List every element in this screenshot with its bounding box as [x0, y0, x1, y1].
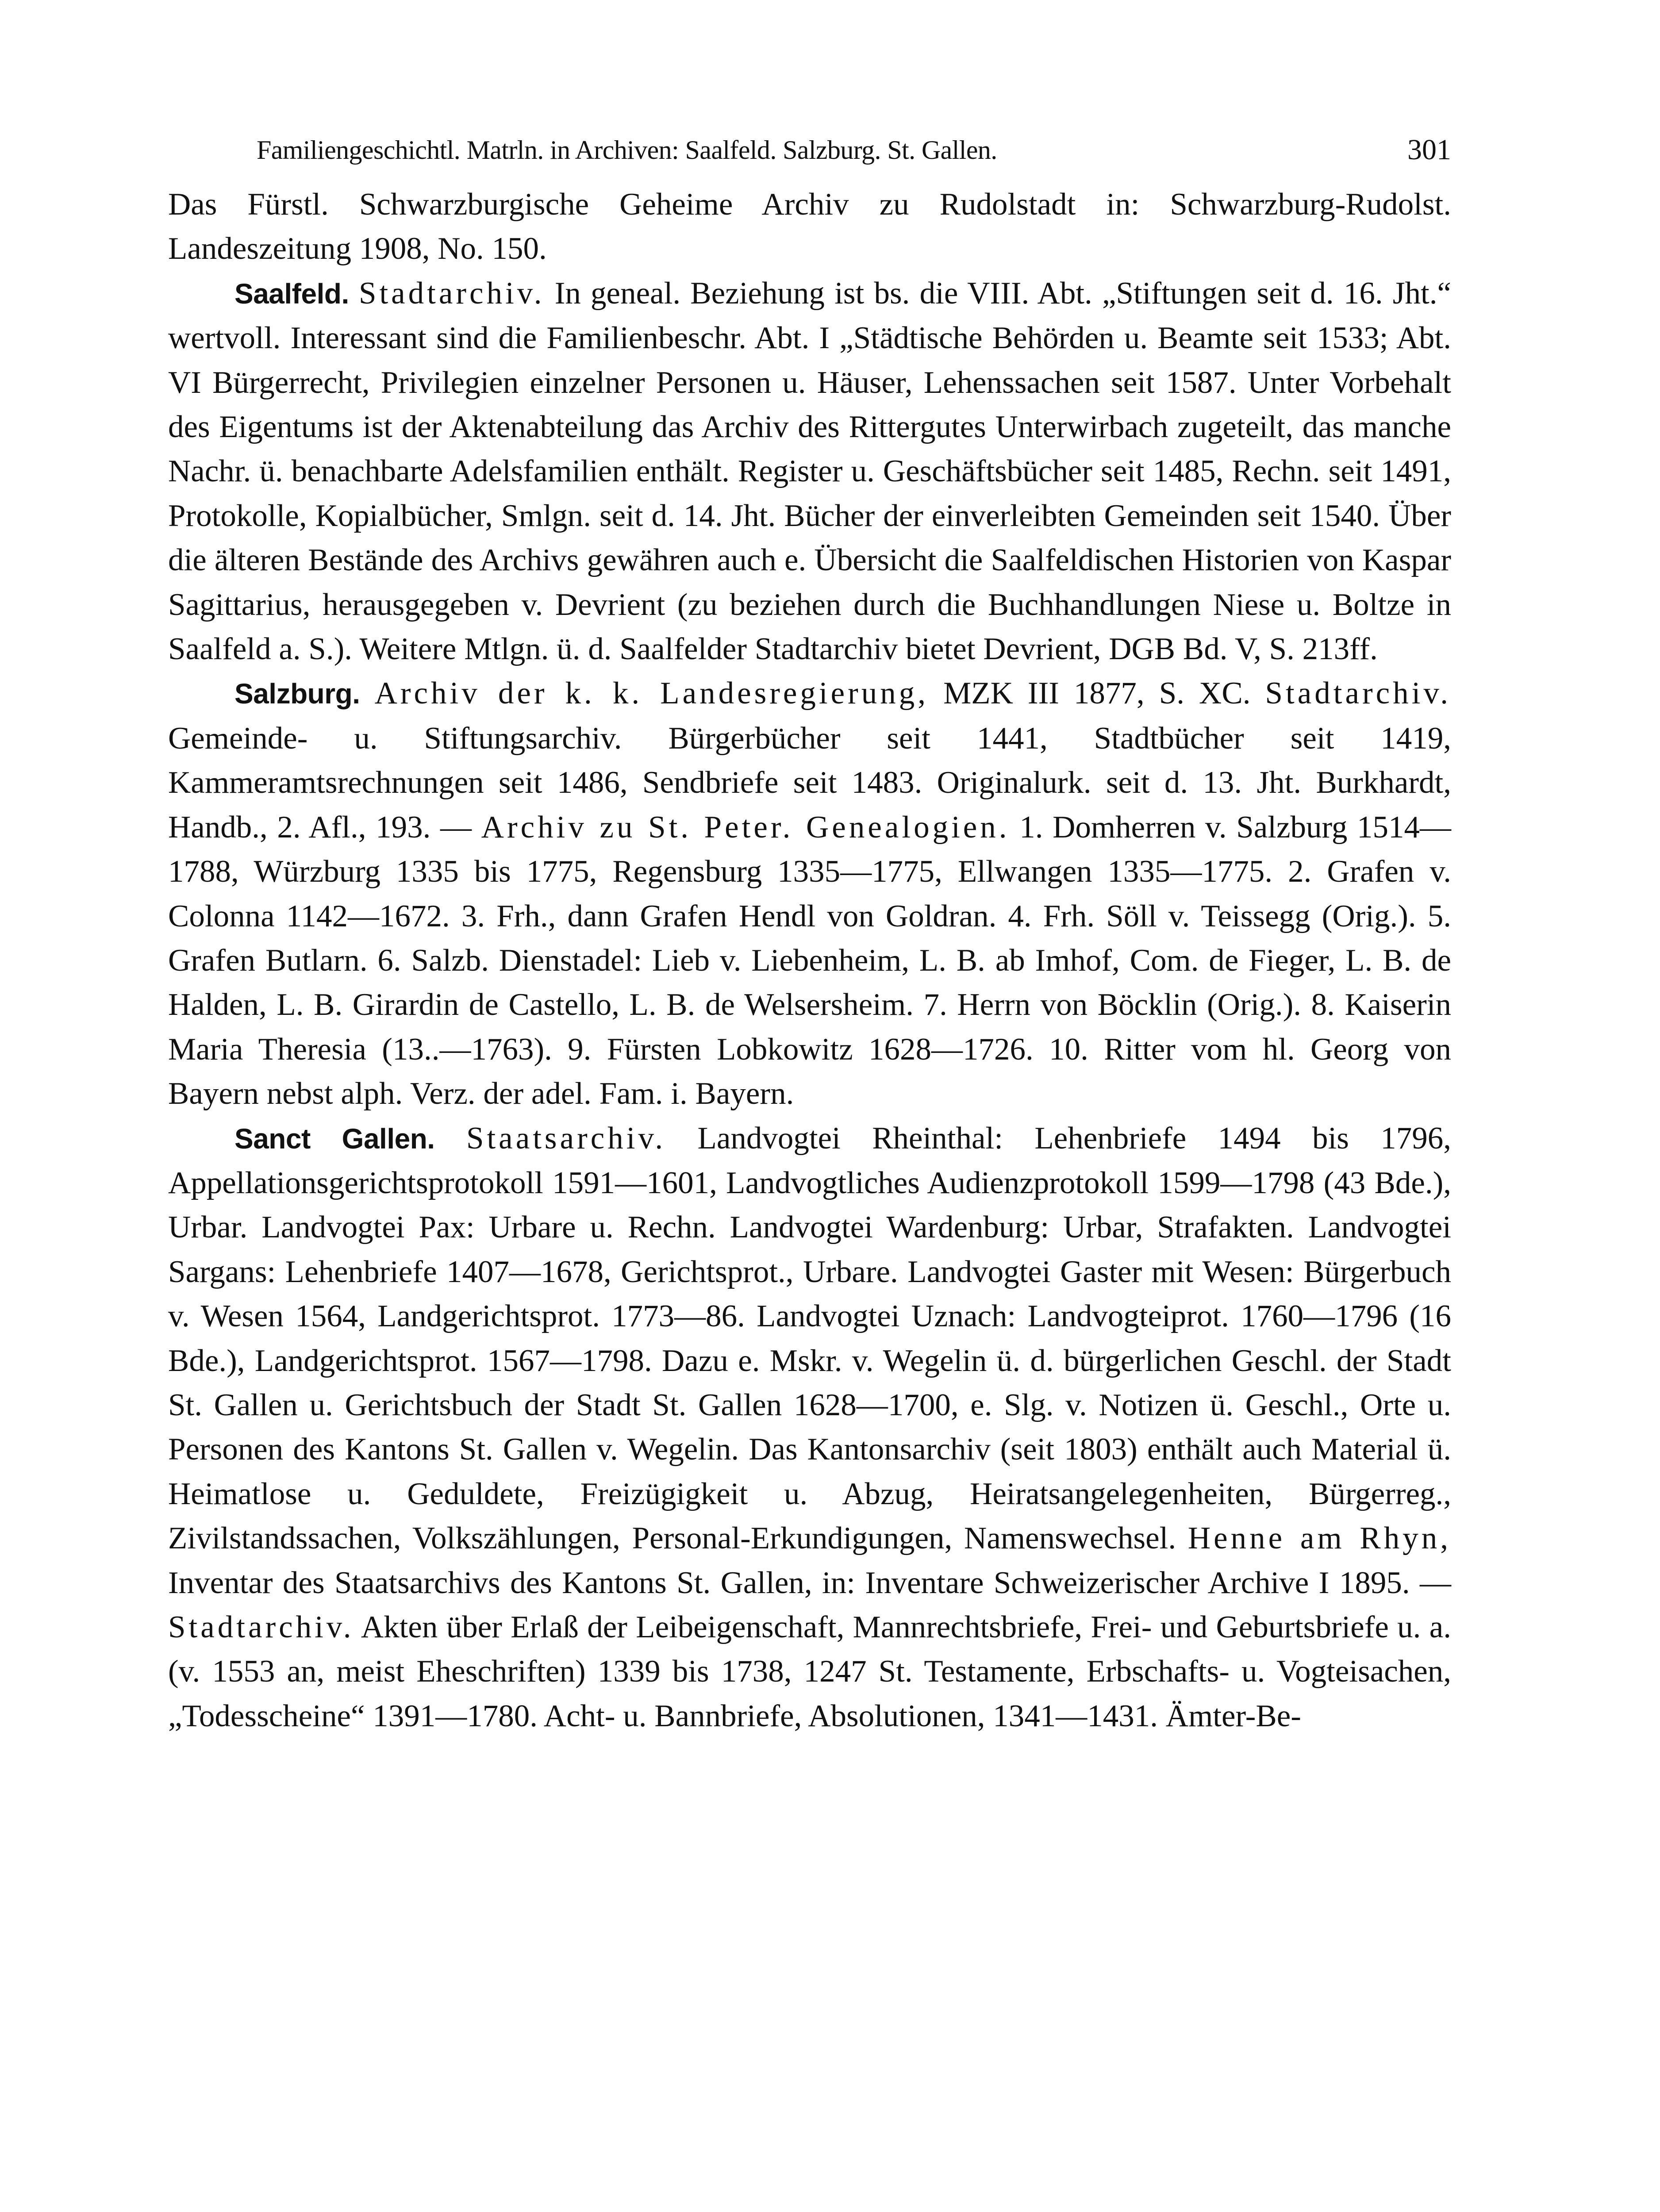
salzburg-heading: Salzburg.: [234, 678, 360, 710]
body-text: [168, 182, 1451, 1738]
st-gallen-text-3: Akten über Erlaß der Leibeigenschaft, Mannrechtsbriefe, Frei- und Geburtsbriefe u. a. (v. 1553 an, meist Eheschriften) 1339 bis 1738, 1247 St. Testamente, Erbschafts- u. Vogteisachen, „Todesscheine“ 1391—1780. Acht- u. Bannbriefe, Absolutionen, 1341—1431. Ämter-Be-: [168, 1610, 1451, 1733]
saalfeld-text: In geneal. Beziehung ist bs. die VIII. Abt. „Stiftungen seit d. 16. Jht.“ wertvoll. Interessant sind die Familienbeschr. Abt. I „Städtische Behörden u. Beamte seit 1533; Abt. VI Bürgerrecht, Privilegien einzelner Personen u. Häuser, Lehenssachen seit 1587. Unter Vorbehalt des Eigentums ist der Aktenabteilung das Archiv des Rittergutes Unterwirbach zugeteilt, das manche Nachr. ü. benachbarte Adelsfamilien enthält. Register u. Geschäftsbücher seit 1485, Rechn. seit 1491, Protokolle, Kopialbücher, Smlgn. seit d. 14. Jht. Bücher der einverleibten Gemeinden seit 1540. Über die älteren Bestände des Archivs gewähren auch e. Übersicht die Saalfeldischen Historien von Kaspar Sagittarius, herausgegeben v. Devrient (zu beziehen durch die Buchhandlungen Niese u. Boltze in Saalfeld a. S.). Weitere Mtlgn. ü. d. Saalfelder Stadtarchiv bietet Devrient, DGB Bd. V, S. 213ff.: [168, 276, 1451, 667]
st-gallen-archive-staatsarchiv: Staatsarchiv.: [466, 1121, 666, 1156]
salzburg-text-2: Gemeinde- u. Stiftungsarchiv. Bürgerbücher seit 1441, Stadtbücher seit 1419, Kammeramtsrechnungen seit 1486, Sendbriefe seit 1483. Originalurk. seit d. 13. Jht. Burkhardt, Handb., 2. Afl., 193. —: [168, 721, 1451, 845]
saalfeld-archive-name: Stadtarchiv.: [358, 276, 545, 311]
saalfeld-heading: Saalfeld.: [234, 277, 349, 310]
salzburg-paragraph: [168, 671, 1451, 1116]
running-title: Familiengeschichtl. Matrln. in Archiven: Saalfeld. Salzburg. St. Gallen.: [257, 135, 997, 165]
page-number: 301: [1407, 134, 1451, 166]
salzburg-text-3: 1. Domherren v. Salzburg 1514—1788, Würzburg 1335 bis 1775, Regensburg 1335—1775, Ellwangen 1335—1775. 2. Grafen v. Colonna 1142—1672. 3. Frh., dann Grafen Hendl von Goldran. 4. Frh. Söll v. Teissegg (Orig.). 5. Grafen Butlarn. 6. Salzb. Dienstadel: Lieb v. Liebenheim, L. B. ab Imhof, Com. de Fieger, L. B. de Halden, L. B. Girardin de Castello, L. B. de Welsersheim. 7. Herrn von Böcklin (Orig.). 8. Kaiserin Maria Theresia (13..—1763). 9. Fürsten Lobkowitz 1628—1726. 10. Ritter vom hl. Georg von Bayern nebst alph. Verz. der adel. Fam. i. Bayern.: [168, 810, 1452, 1111]
intro-text: Das Fürstl. Schwarzburgische Geheime Archiv zu Rudolstadt in: Schwarzburg-Rudolst. Landeszeitung 1908, No. 150.: [168, 187, 1451, 266]
st-gallen-author: Henne am Rhyn,: [1187, 1521, 1452, 1556]
st-gallen-text-1: Landvogtei Rheinthal: Lehenbriefe 1494 bis 1796, Appellationsgerichtsprotokoll 1591—1601, Landvogtliches Audienzprotokoll 1599—1798 (43 Bde.), Urbar. Landvogtei Pax: Urbare u. Rechn. Landvogtei Wardenburg: Urbar, Strafakten. Landvogtei Sargans: Lehenbriefe 1407—1678, Gerichtsprot., Urbare. Landvogtei Gaster mit Wesen: Bürgerbuch v. Wesen 1564, Landgerichtsprot. 1773—86. Landvogtei Uznach: Landvogteiprot. 1760—1796 (16 Bde.), Landgerichtsprot. 1567—1798. Dazu e. Mskr. v. Wegelin ü. d. bürgerlichen Geschl. der Stadt St. Gallen u. Gerichtsbuch der Stadt St. Gallen 1628—1700, e. Slg. v. Notizen ü. Geschl., Orte u. Personen des Kantons St. Gallen v. Wegelin. Das Kantonsarchiv (seit 1803) enthält auch Material ü. Heimatlose u. Geduldete, Freizügigkeit u. Abzug, Heiratsangelegenheiten, Bürgerreg., Zivilstandssachen, Volkszählungen, Personal-Erkundigungen, Namenswechsel.: [168, 1121, 1452, 1556]
intro-paragraph: [168, 182, 1451, 271]
salzburg-text-1: MZK III 1877, S. XC.: [943, 676, 1251, 711]
book-page: [168, 124, 1451, 2159]
salzburg-archive-st-peter: Archiv zu St. Peter. Genealogien.: [481, 810, 1010, 845]
page-header: [168, 124, 1451, 176]
st-gallen-paragraph: [168, 1116, 1451, 1739]
st-gallen-archive-stadtarchiv: Stadtarchiv.: [168, 1610, 354, 1644]
saalfeld-paragraph: [168, 271, 1451, 672]
st-gallen-text-2: Inventar des Staatsarchivs des Kantons St. Gallen, in: Inventare Schweizerischer Archive I 1895. —: [168, 1565, 1451, 1600]
salzburg-archive-stadtarchiv: Stadtarchiv.: [1265, 676, 1452, 711]
st-gallen-heading: Sanct Gallen.: [234, 1122, 435, 1155]
salzburg-archive-landesregierung: Archiv der k. k. Landesregierung,: [374, 676, 929, 711]
